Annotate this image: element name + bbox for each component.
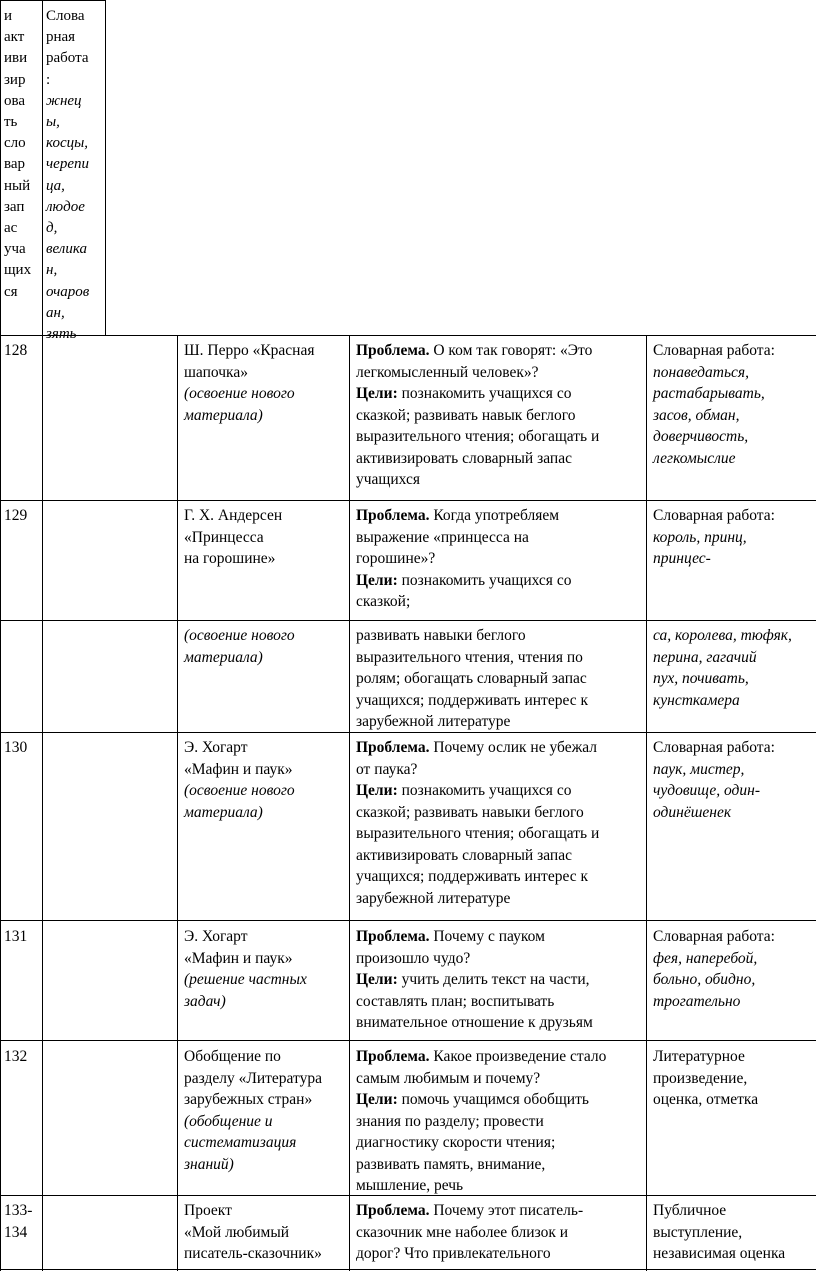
lesson-problem-goals [356,505,644,613]
lesson-topic [184,1200,348,1265]
text-line: зарубежной литературе [356,713,511,730]
text-line: чудовище, один- [653,782,761,799]
text-line: сказкой; [356,593,411,610]
text-line: са, королева, тюфяк, [653,627,792,644]
text-line: зарубежной литературе [356,889,511,907]
grid-line [177,335,178,1271]
text-line: учащихся; поддерживать интерес к [356,868,589,885]
text-line: Какое произведение стало [433,1048,607,1065]
text-line: развивать память, внимание, [356,1155,546,1173]
text-line: растабарывать, [653,385,765,402]
lesson-number: 132 [4,1048,28,1065]
lesson-topic [184,340,348,426]
grid-line [349,335,350,1271]
text-line: знания по разделу; провести [356,1112,544,1130]
text-line: работа [46,50,89,67]
text-line: дорог? Что привлекательного [356,1245,551,1262]
grid-line [0,620,816,621]
text-line: на горошине» [184,550,276,567]
lesson-topic [184,625,348,668]
text-line: больно, обидно, [653,971,756,988]
text-line: активизировать словарный запас [356,449,572,467]
text-line: Э. Хогарт [184,739,248,756]
text-line: кунсткамера [653,691,740,709]
text-line: вар [4,156,26,173]
text-line: самым любимым и почему? [356,1069,541,1087]
text-line: легкомыслие [653,449,736,467]
text-line: сказкой; развивать навыки беглого [356,803,584,821]
text-line: познакомить учащихся со [401,571,572,589]
text-line: активизировать словарный запас [356,846,572,864]
text-line: одинёшенек [653,803,732,821]
problem-label: Проблема. [356,1202,430,1219]
text-line: засов, обман, [653,406,740,424]
lesson-vocab [653,1200,815,1265]
text-line: Почему ослик не убежал [433,739,598,756]
lesson-vocab [653,1046,815,1111]
text-line: «Мой любимый [184,1223,290,1241]
text-line: Почему этот писатель- [433,1202,584,1219]
goals-label: Цели: [356,1091,398,1108]
text-line: Г. Х. Андерсен [184,507,283,524]
text-line: принцес- [653,550,711,567]
text-line: Когда употребляем [433,507,560,524]
text-line: косцы, [46,135,89,152]
lesson-problem-goals [356,737,644,909]
grid-line [0,920,816,921]
grid-line [0,335,816,336]
text-line: н, [46,262,58,279]
text-line: учащихся [356,471,420,488]
lesson-problem-goals [356,926,644,1034]
text-line: материала) [184,803,263,821]
text-line: внимательное отношение к друзьям [356,1014,593,1031]
grid-line [0,1040,816,1041]
text-line: Слова [46,8,85,24]
text-line: материала) [184,406,263,424]
lesson-number: 131 [4,928,28,945]
text-line: паук, мистер, [653,760,745,778]
text-line: черепи [46,156,89,173]
text-line: (освоение нового [184,385,295,402]
grid-line [646,335,647,1271]
text-line: произошло чудо? [356,949,471,967]
text-line: людое [46,198,85,215]
text-line: легкомысленный человек»? [356,363,539,381]
text-line: «Мафин и паук» [184,760,293,778]
text-line: д, [46,220,58,237]
text-line: : [46,71,51,88]
text-line: оценка, отметка [653,1091,759,1108]
text-line: Ш. Перро «Красная [184,342,315,359]
text-line: Проект [184,1202,232,1219]
text-line: ова [4,92,26,109]
text-line: Литературное [653,1048,745,1065]
text-line: ас [4,220,18,237]
grid-line [0,0,106,1]
text-line: король, принц, [653,528,747,546]
lesson-number: 133- 134 [4,1202,33,1241]
vocab-label: Словарная работа: [653,342,775,359]
lesson-number: 128 [4,342,28,359]
text-line: ан, [46,304,65,321]
text-line: выразительного чтения; обогащать и [356,428,600,445]
text-line: зарубежных стран» [184,1091,313,1108]
text-line: (освоение нового [184,627,295,644]
lesson-topic [184,737,348,823]
lesson-vocab [653,505,815,570]
vocab-label: Словарная работа: [653,928,775,945]
text-line: сло [4,135,26,152]
text-line: выразительного чтения; обогащать и [356,825,600,842]
lesson-problem-goals [356,1046,644,1197]
goals-label: Цели: [356,385,398,402]
text-line: учащихся; поддерживать интерес к [356,691,589,709]
grid-line [0,1269,816,1270]
text-line: О ком так говорят: «Это [433,342,593,359]
grid-line [42,0,43,1271]
text-line: развивать навыки беглого [356,627,526,644]
lesson-topic [184,1046,348,1175]
grid-line [0,0,1,1271]
vocab-label: Словарная работа: [653,507,775,524]
lesson-number: 129 [4,507,28,524]
lesson-vocab [653,625,815,711]
goals-label: Цели: [356,571,398,589]
text-line: ца, [46,177,65,194]
lesson-problem-goals [356,1200,644,1265]
text-line: познакомить учащихся со [401,385,572,402]
lesson-topic [184,926,348,1012]
text-line: зир [4,71,26,88]
lesson-vocab [653,340,815,469]
text-line: систематизация [184,1134,297,1151]
text-line: зап [4,198,25,215]
text-line: независимая оценка [653,1245,786,1262]
grid-line [0,500,816,501]
text-line: и [4,8,13,24]
goals-label: Цели: [356,971,398,988]
text-line: составлять план; воспитывать [356,992,555,1010]
text-line: горошине»? [356,550,436,567]
text-line: выступление, [653,1223,743,1241]
text-line: ть [4,114,18,131]
lesson-problem-goals [356,340,644,491]
text-line: задач) [184,992,226,1010]
text-line: Почему с пауком [433,928,545,945]
text-line: фея, наперебой, [653,949,758,967]
text-line: знаний) [184,1155,234,1173]
text-line: пух, почивать, [653,670,749,687]
lesson-number: 130 [4,739,28,756]
lesson-problem-goals [356,625,644,733]
text-line: Публичное [653,1202,727,1219]
problem-label: Проблема. [356,928,430,945]
top-col2-text [46,6,104,345]
text-line: помочь учащимся обобщить [401,1091,589,1108]
text-line: ся [4,283,18,300]
text-line: произведение, [653,1069,748,1087]
text-line: «Принцесса [184,528,264,546]
text-line: сказочник мне наболее близок и [356,1223,569,1241]
problem-label: Проблема. [356,507,430,524]
lesson-topic [184,505,348,570]
text-line: доверчивость, [653,428,749,445]
goals-label: Цели: [356,782,398,799]
text-line: мышление, речь [356,1177,464,1194]
text-line: учить делить текст на части, [401,971,590,988]
text-line: сказкой; развивать навык беглого [356,406,576,424]
problem-label: Проблема. [356,342,430,359]
text-line: шапочка» [184,363,248,381]
text-line: уча [4,241,26,258]
text-line: зять [46,326,77,343]
text-line: Э. Хогарт [184,928,248,945]
text-line: жнец [46,92,82,109]
text-line: (обобщение и [184,1112,273,1130]
top-col1-text [4,6,40,303]
text-line: материала) [184,648,263,666]
problem-label: Проблема. [356,1048,430,1065]
text-line: (освоение нового [184,782,295,799]
text-line: велика [46,241,87,258]
text-line: разделу «Литература [184,1069,322,1087]
text-line: ы, [46,114,60,131]
lesson-vocab [653,926,815,1012]
text-line: ный [4,177,31,194]
text-line: рная [46,29,76,46]
text-line: диагностику скорости чтения; [356,1134,556,1151]
text-line: писатель-сказочник» [184,1245,322,1262]
text-line: трогательно [653,992,741,1010]
text-line: щих [4,262,32,279]
text-line: познакомить учащихся со [401,782,572,799]
text-line: понаведаться, [653,363,749,381]
lesson-vocab [653,737,815,823]
text-line: Обобщение по [184,1048,281,1065]
text-line: ролям; обогащать словарный запас [356,670,587,687]
text-line: «Мафин и паук» [184,949,293,967]
vocab-label: Словарная работа: [653,739,775,756]
text-line: акт [4,29,25,46]
problem-label: Проблема. [356,739,430,756]
grid-line [105,0,106,335]
text-line: перина, гагачий [653,648,757,666]
text-line: (решение частных [184,971,307,988]
text-line: выразительного чтения, чтения по [356,648,583,666]
text-line: очаров [46,283,90,300]
text-line: от паука? [356,760,418,778]
text-line: иви [4,50,28,67]
text-line: выражение «принцесса на [356,528,529,546]
